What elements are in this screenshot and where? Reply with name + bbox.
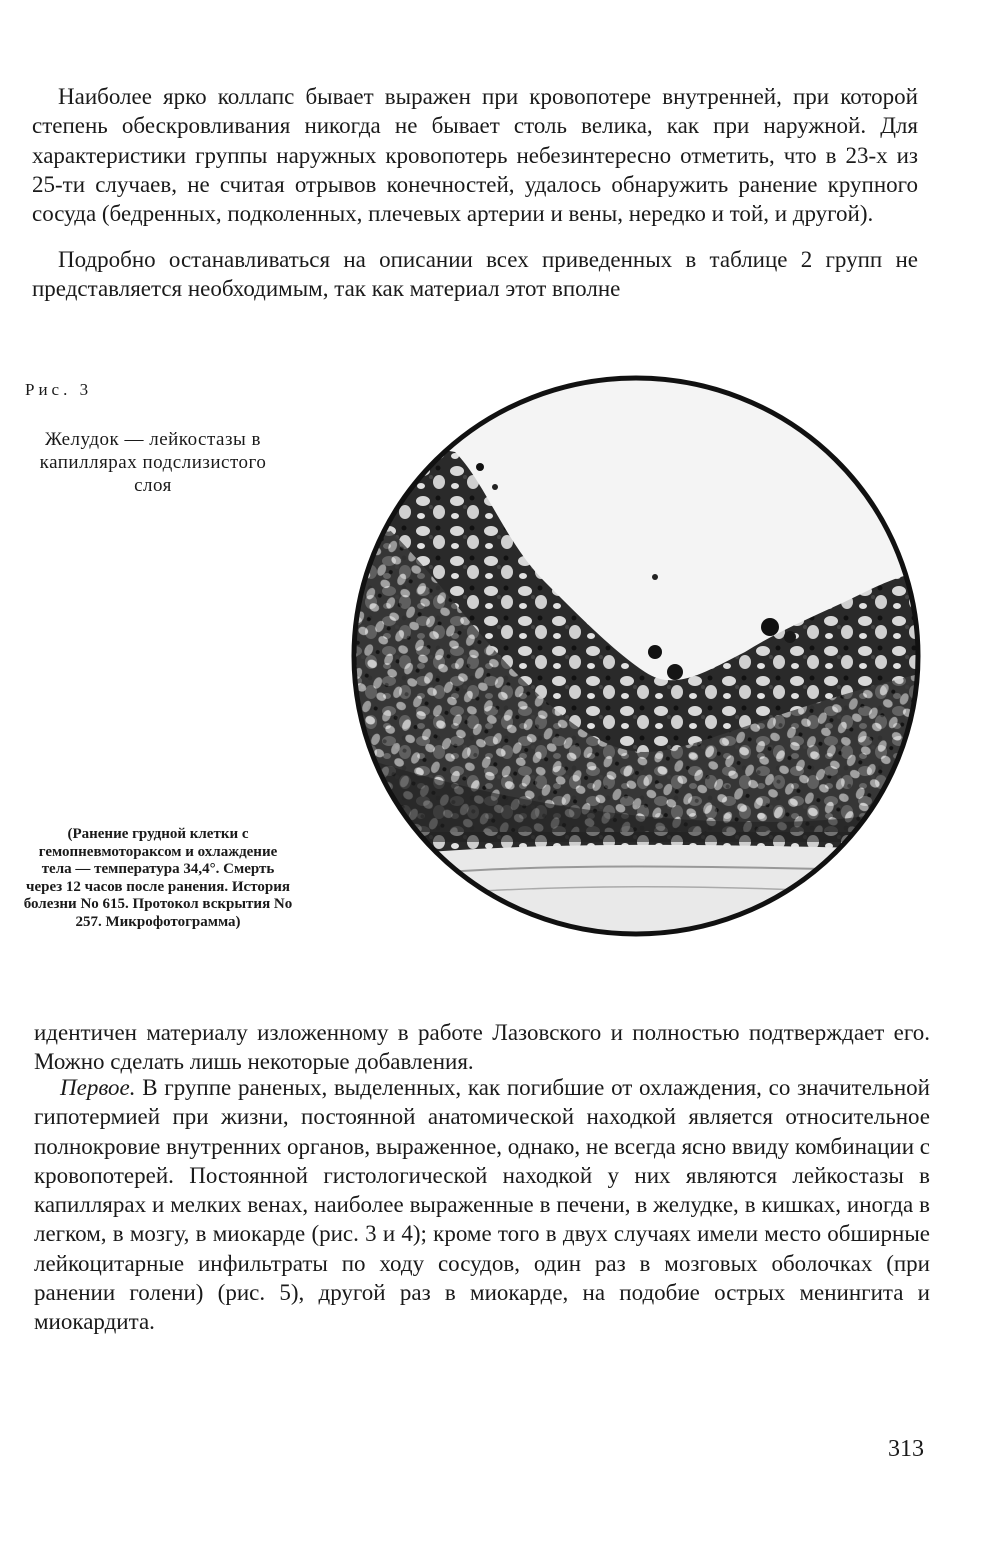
micrograph-image bbox=[345, 372, 927, 940]
figure-caption: Желудок — лейкостазы в капиллярах подслизистого слоя bbox=[39, 429, 267, 496]
paragraph-4 bbox=[34, 1073, 930, 1337]
paragraph-3: идентичен материалу изложенному в работе Лазовского и полностью подтверждает его. Можно сделать лишь некоторые добавления. bbox=[34, 1020, 930, 1075]
paragraph-4-lead: Первое. bbox=[60, 1075, 136, 1100]
figure-label: Рис. 3 bbox=[25, 380, 93, 399]
paragraph-2: Подробно останавливаться на описании всех приведенных в таблице 2 групп не представляется необходимым, так как материал этот вполне bbox=[32, 247, 918, 302]
paragraph-1: Наиболее ярко коллапс бывает выражен при кровопотере внутренней, при которой степень обескровливания никогда не бывает столь велика, как при наружной. Для характеристики группы наружных кровопотерь небезинтересно отметить, что в 23-х из 25-ти случаев, не считая отрывов конечностей, удалось обнаружить ранение крупного сосуда (бедренных, подколенных, плечевых артерии и вены, нередко и той, и другой). bbox=[32, 84, 918, 227]
page-number: 313 bbox=[888, 1436, 924, 1462]
paragraph-4-body: В группе раненых, выделенных, как погибшие от охлаждения, со значительной гипотермией при жизни, постоянной анатомической находкой является относительное полнокровие внутренних органов, выраженное, однако, не всегда ясно ввиду комбинации с кровопотерей. Постоянной гистологической находкой у них являются лейкостазы в капиллярах и мелких венах, наиболее выраженные в печени, в желудке, в кишках, иногда в легком, в мозгу, в миокарде (рис. 3 и 4); кроме того в двух случаях имели место обширные лейкоцитарные инфильтраты по ходу сосудов, один раз в мозговых оболочках (при ранении голени) (рис. 5), другой раз в миокарде, на подобие острых менингита и миокардита. bbox=[34, 1075, 930, 1335]
figure-note: (Ранение грудной клетки с гемопневмотораксом и охлаждение тела — температура 34,4°. Смерть через 12 часов после ранения. История болезни No 615. Протокол вскрытия No 257. Микрофотограмма) bbox=[23, 826, 293, 930]
